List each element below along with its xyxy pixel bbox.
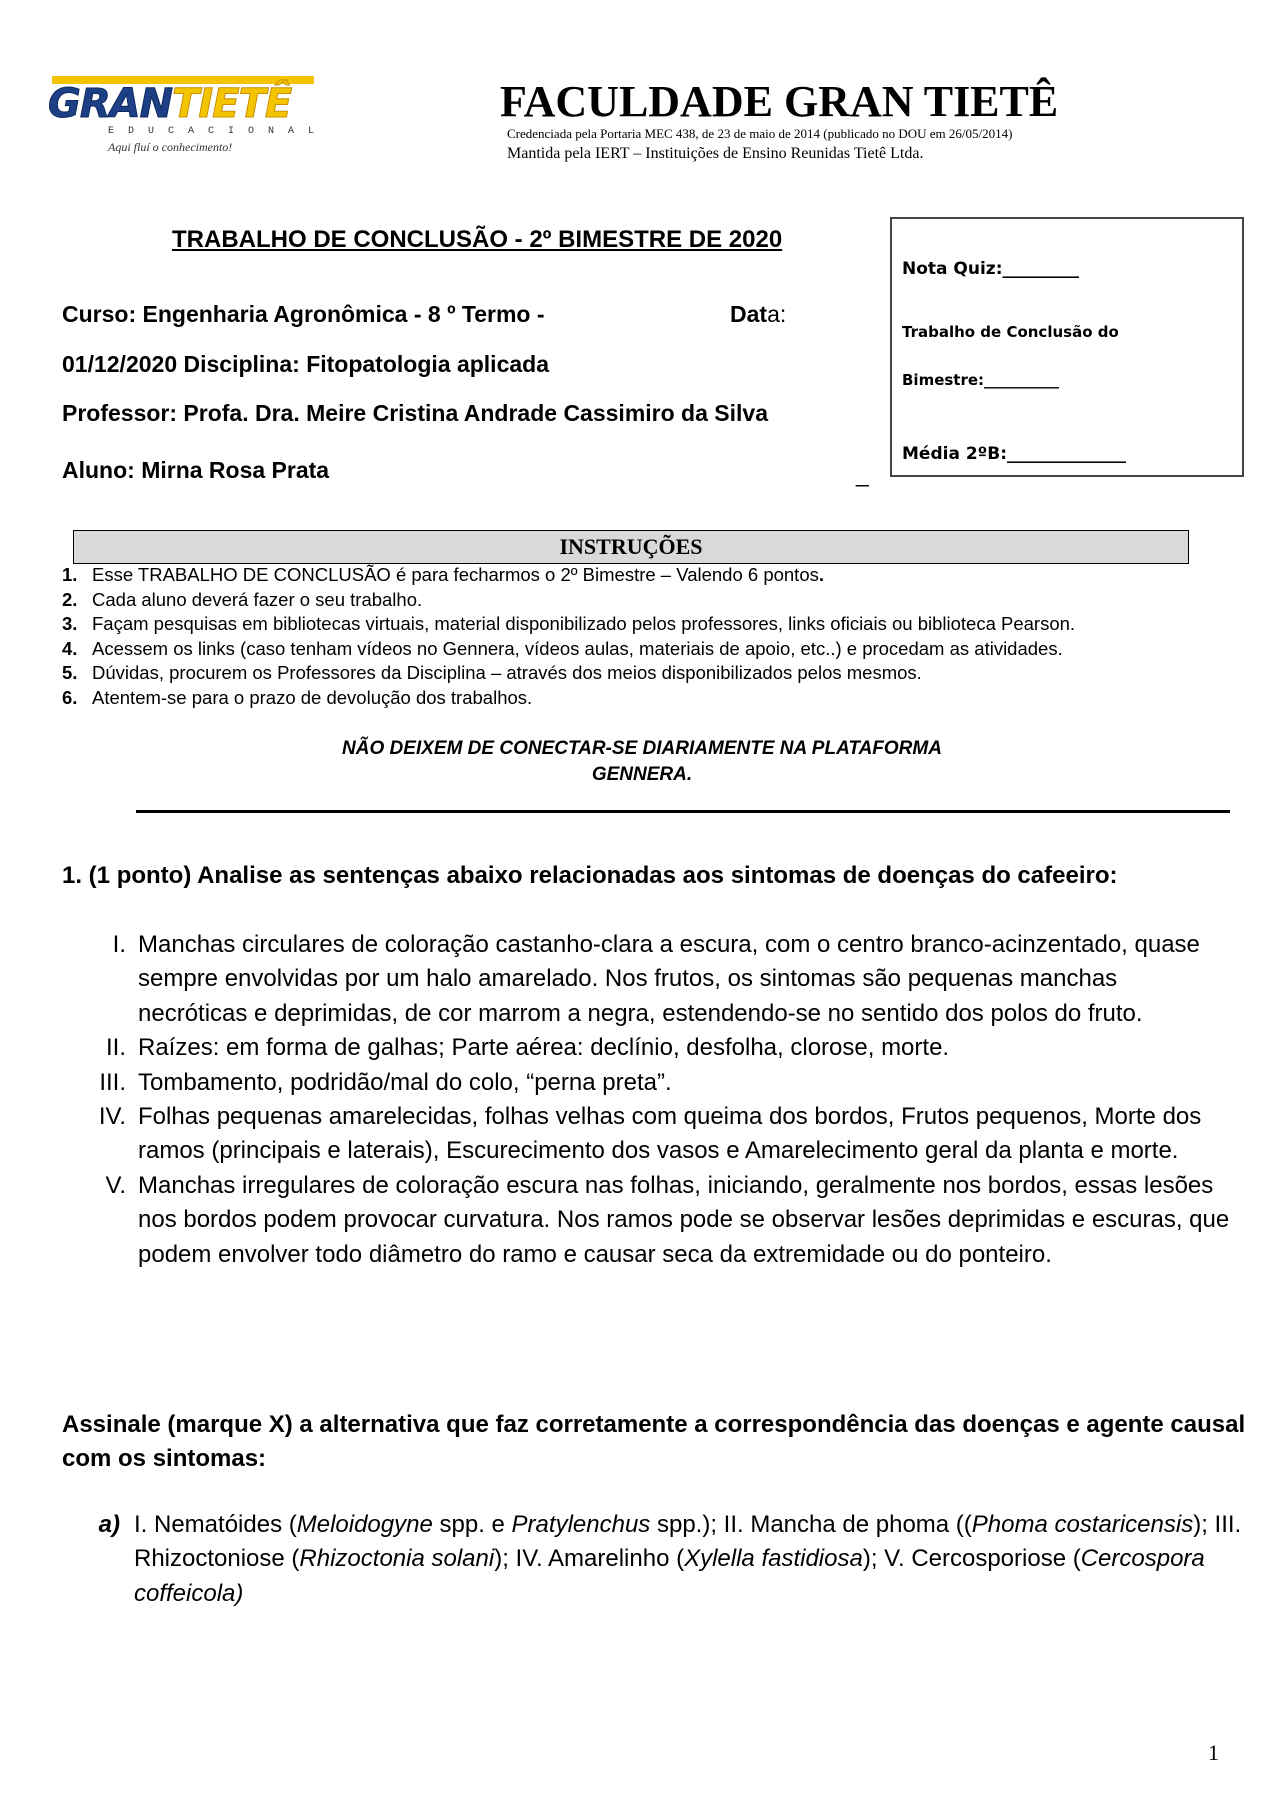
option-a-label: a) [98, 1511, 120, 1538]
option-a-text: I. Nematóides (Meloidogyne spp. e Pratylenchus spp.); II. Mancha de phoma ((Phoma costaricensis); III. Rhizoctoniose (Rhizoctonia solani); IV. Amarelinho (Xylella fastidiosa); V. Cercosporiose (Cercospora coffeicola) [134, 1511, 1242, 1607]
instruction-number: 2. [62, 588, 78, 610]
instruction-item [62, 637, 1075, 662]
quiz-grade: Nota Quiz:_________ [902, 259, 1079, 279]
instruction-number: 5. [62, 662, 78, 684]
instruction-item [62, 661, 1075, 686]
page-number: 1 [1208, 1740, 1219, 1765]
logo-tiete: TIETÊ [172, 81, 292, 127]
date-label-rest: a: [767, 301, 787, 327]
statement-item [62, 1169, 1232, 1272]
course-field: Curso: Engenharia Agronômica - 8 º Termo - [62, 301, 545, 327]
instructions-list [62, 563, 1075, 711]
statement-item [62, 1031, 1232, 1065]
logo-gran: GRAN [48, 81, 173, 127]
instruction-text: Atentem-se para o prazo de devolução dos trabalhos. [92, 686, 533, 708]
instruction-number: 6. [62, 686, 78, 708]
warning-line-1: NÃO DEIXEM DE CONECTAR-SE DIARIAMENTE NA PLATAFORMA [342, 738, 942, 759]
grades-box [890, 217, 1244, 477]
instruction-item [62, 686, 1075, 711]
professor-field: Professor: Profa. Dra. Meire Cristina Andrade Cassimiro da Silva [62, 400, 768, 426]
statement-numeral: III. [99, 1068, 126, 1096]
instruction-text: Façam pesquisas em bibliotecas virtuais, material disponibilizado pelos professores, links oficiais ou biblioteca Pearson. [92, 613, 1076, 635]
maintainer-note: Mantida pela IERT – Instituições de Ensino Reunidas Tietê Ltda. [507, 145, 924, 162]
instruction-number: 4. [62, 637, 78, 659]
answer-instruction: Assinale (marque X) a alternativa que faz corretamente a correspondência das doenças e agente causal com os sintomas: [62, 1411, 1246, 1472]
instruction-item [62, 588, 1075, 613]
date-discipline-field: 01/12/2020 Disciplina: Fitopatologia aplicada [62, 351, 549, 377]
statement-item [62, 1066, 1232, 1100]
assignment-title: TRABALHO DE CONCLUSÃO - 2º BIMESTRE DE 2020 [172, 226, 783, 253]
option-a[interactable] [62, 1508, 1242, 1611]
statement-item [62, 1100, 1232, 1169]
instruction-number: 3. [62, 613, 78, 635]
instructions-header: INSTRUÇÕES [73, 530, 1189, 564]
instruction-text: Acessem os links (caso tenham vídeos no Gennera, vídeos aulas, materiais de apoio, etc..) e procedam as atividades. [92, 637, 1063, 659]
statement-text: Folhas pequenas amarelecidas, folhas velhas com queima dos bordos, Frutos pequenos, Morte dos ramos (principais e laterais), Escurecimento dos vasos e Amarelecimento geral da planta e morte. [138, 1103, 1202, 1165]
question-1-title: 1. (1 ponto) Analise as sentenças abaixo relacionadas aos sintomas de doenças do cafeeiro: [62, 862, 1118, 889]
bimester-average: Média 2ºB:______________ [902, 444, 1127, 464]
warning-line-2: GENNERA. [591, 764, 693, 785]
date-label-bold: Dat [730, 301, 768, 327]
statement-item [62, 928, 1232, 1031]
logo-tagline: Aqui fluí o conhecimento! [108, 140, 233, 154]
instruction-text: Dúvidas, procurem os Professores da Disciplina – através dos meios disponibilizados pelos mesmos. [92, 662, 922, 684]
faculty-title: FACULDADE GRAN TIETÊ [500, 77, 1059, 126]
date-label [730, 301, 786, 328]
instruction-item [62, 612, 1075, 637]
final-work-grade-line2: Bimestre:__________ [902, 371, 1060, 389]
accreditation-note: Credenciada pela Portaria MEC 438, de 23 de maio de 2014 (publicado no DOU em 26/05/2014) [507, 126, 1013, 141]
platform-warning [200, 736, 1084, 788]
statement-text: Raízes: em forma de galhas; Parte aérea: declínio, desfolha, clorose, morte. [138, 1034, 950, 1062]
statement-text: Manchas irregulares de coloração escura nas folhas, iniciando, geralmente nos bordos, essas lesões nos bordos podem provocar curvatura. Nos ramos pode se observar lesões deprimidas e escuras, que podem envolver todo diâmetro do ramo e causar seca da extremidade ou do ponteiro. [138, 1171, 1230, 1268]
statement-text: Tombamento, podridão/mal do colo, “perna preta”. [138, 1068, 672, 1096]
logo-educacional: EDUCACIONAL [108, 126, 329, 137]
underscore-mark: _ [856, 461, 869, 487]
instruction-item [62, 563, 1075, 588]
statements-list [62, 928, 1232, 1272]
student-field: Aluno: Mirna Rosa Prata [62, 457, 330, 483]
statement-numeral: I. [112, 931, 126, 958]
statement-numeral: II. [105, 1034, 126, 1062]
grantiete-logo [48, 76, 329, 164]
statement-numeral: V. [105, 1171, 126, 1199]
instruction-text: Esse TRABALHO DE CONCLUSÃO é para fecharmos o 2º Bimestre – Valendo 6 pontos. [92, 564, 825, 585]
logo-wordmark [48, 80, 291, 128]
instruction-number: 1. [62, 564, 78, 585]
statement-text: Manchas circulares de coloração castanho-clara a escura, com o centro branco-acinzentado, quase sempre envolvidas por um halo amarelado. Nos frutos, os sintomas são pequenas manchas necróticas e deprimidas, de cor marrom a negra, estendendo-se no sentido dos polos do fruto. [138, 931, 1200, 1027]
section-divider [136, 810, 1230, 813]
final-work-grade-line1: Trabalho de Conclusão do [902, 323, 1119, 341]
statement-numeral: IV. [98, 1103, 126, 1131]
instruction-text: Cada aluno deverá fazer o seu trabalho. [92, 588, 423, 610]
